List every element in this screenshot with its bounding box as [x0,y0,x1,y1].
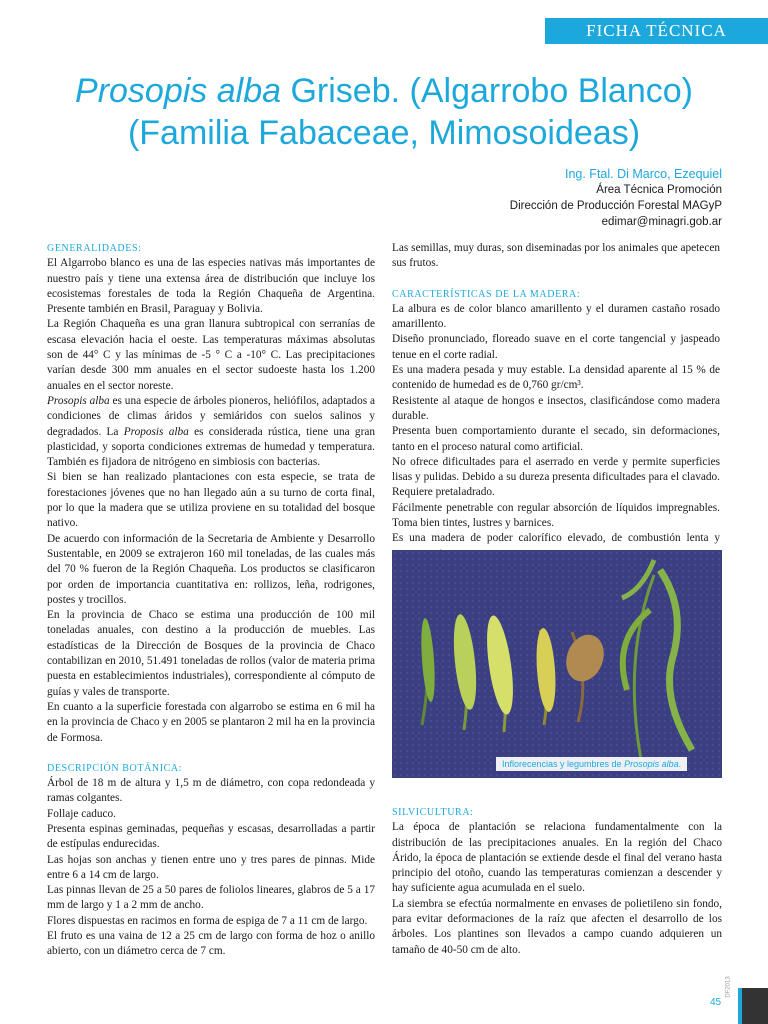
footer-dark-bar [742,988,768,1024]
paragraph: La siembra se efectúa normalmente en envases de polietileno sin fondo, para evitar deformaciones de la raíz que afecten el desarrollo de los árboles. Los plantines son llevados a campo cuando adquieren un tamaño de 40-50 cm de alto. [392,897,722,956]
title-line-2: (Familia Fabaceae, Mimosoideas) [127,114,641,152]
author-direccion: Dirección de Producción Forestal MAGyP [509,200,722,212]
paragraph: Árbol de 18 m de altura y 1,5 m de diámetro, con copa redondeada y ramas colgantes. [47,777,375,805]
title-species: Prosopis alba [75,72,282,110]
author-block [510,166,722,230]
paragraph: Fácilmente penetrable con regular absorción de líquidos impregnables. Toma bien tintes, lustres y barnices. [392,501,720,530]
paragraph: La albura es de color blanco amarillento y el duramen castaño rosado amarillento. [392,302,720,331]
caption-text: Inflorecencias y legumbres de [502,759,625,769]
spacer [47,746,375,761]
section-banner: FICHA TÉCNICA [545,18,768,44]
paragraph: Presenta espinas geminadas, pequeñas y escasas, desarrolladas a partir de estípulas endurecidas. [47,822,375,851]
paragraph: Si bien se han realizado plantaciones con esta especie, se trata de forestaciones jóvenes que no han llegado aún a su turno de corta final, por lo que la madera que se utiliza proviene en su totalidad del bosque nativo. [47,471,375,530]
paragraph: En la provincia de Chaco se estima una producción de 100 mil toneladas anuales, con destino a la producción de muebles. Las estadísticas de la Dirección de Bosques de la provincia de Chaco contabilizan en 2010, 51.491 toneladas de rollos (valor de materia prima puesta en establecimientos industriales), correspondiente al cómputo de guías y vales de transporte. [47,609,375,698]
paragraph: La época de plantación se relaciona fundamentalmente con la distribución de las precipitaciones anuales. En la región del Chaco Árido, la época de plantación se extiende desde el final del verano hasta principio del otoño, cuando las temperaturas comienzan a descender y hay suficiente agua acumulada en el suelo. [392,821,722,895]
right-column-top [392,241,720,562]
species-italic: Prosopis alba [47,394,110,407]
section-title-botanica: DESCRIPCIÓN BOTÁNICA: [47,762,183,774]
paragraph: No ofrece dificultades para el aserrado en verde y permite superficies lisas y pulidas. Debido a su dureza presenta dificultades para el clavado. Requiere pretaladrado. [392,455,720,499]
paragraph: En cuanto a la superficie forestada con algarrobo se estima en 6 mil ha en la provincia de Chaco y en 2005 se plantaron 2 mil ha en la provincia de Formosa. [47,700,375,744]
paragraph: Las hojas son anchas y tienen entre uno y tres pares de pinnas. Mide entre 6 a 14 cm de largo. [47,853,375,881]
inflorescence-illustration [392,550,722,778]
inflorescence-photo [392,550,722,778]
paragraph: Las semillas, muy duras, son diseminadas por los animales que apetecen sus frutos. [392,242,720,270]
side-tag-text: DF2013 [725,976,732,998]
paragraph: De acuerdo con información de la Secretaria de Ambiente y Desarrollo Sustentable, en 2009 se extrajeron 160 mil toneladas, de las cuales más del 70 % fueron de la Región Chaqueña. Los productos se clasificaron por orden de importancia cuantitativa en: rollizos, leña, rodrigones, postes y trocillos. [47,532,375,606]
paragraph: Las pinnas llevan de 25 a 50 pares de foliolos lineares, glabros de 5 a 17 mm de largo y 1 a 2 mm de ancho. [47,884,375,912]
species-italic: Proposis alba [123,425,189,438]
title-common-name: Griseb. (Algarrobo Blanco) [281,72,693,110]
left-column [47,241,375,960]
paragraph: El fruto es una vaina de 12 a 25 cm de largo con forma de hoz o anillo abierto, con un diámetro cerca de 7 cm. [47,930,375,958]
page-title [0,70,768,154]
caption-text-end: . [678,759,682,769]
paragraph: El Algarrobo blanco es una de las especies nativas más importantes de nuestro país y tiene una extensa área de distribución que incluye los ecosistemas forestales de toda la Región Chaqueña de Argentina. Presente también en Brasil, Paraguay y Bolivia. [47,257,375,316]
paragraph: Es una madera de poder calorífico elevado, de combustión lenta y [392,532,720,545]
author-area: Área Técnica Promoción [596,184,722,196]
section-title-generalidades: GENERALIDADES: [47,243,142,254]
photo-caption [496,757,687,771]
paragraph: Presenta buen comportamiento durante el secado, sin deformaciones, tanto en el proceso natural como artificial. [392,425,720,453]
paragraph: Flores dispuestas en racimos en forma de espiga de 7 a 11 cm de largo. [47,914,368,927]
paragraph: Diseño pronunciado, floreado suave en el corte tangencial y jaspeado tenue en el corte radial. [392,333,720,361]
paragraph: Es una madera pesada y muy estable. La densidad aparente al 15 % de contenido de humedad es de 0,760 gr/cm³. [392,364,720,392]
spacer [392,272,720,287]
right-column-bottom [392,805,722,958]
author-email[interactable]: edimar@minagri.gob.ar [601,216,722,228]
section-title-madera: CARACTERÍSTICAS DE LA MADERA: [392,288,581,300]
paragraph-text: es una especie de árboles pioneros, heliófilos, adaptados a condiciones de climas áridos y semiáridos con suelos salinos y degradados. La [47,394,375,438]
paragraph-text: es considerada rústica, tiene una gran plasticidad, y soporta condiciones extremas de humedad y temperatura. También es fijadora de nitrógeno en simbiosis con bacterias. [47,425,375,469]
title-line-1 [0,70,768,112]
paragraph: La Región Chaqueña es una gran llanura subtropical con serranías de escasa elevación hacia el oeste. Las temperaturas máximas absolutas son de 44° C y las mínimas de -5 ° C a -10° C. Las precipitaciones varían desde 300 mm anuales en el sector sudoeste hasta los 1.200 anuales en el sector noreste. [47,318,375,392]
caption-species: Prosopis alba [624,759,679,769]
paragraph: Follaje caduco. [47,807,117,820]
page-number: 45 [710,997,722,1008]
paragraph [47,394,375,470]
section-title-silvicultura: SILVICULTURA: [392,807,474,818]
author-name: Ing. Ftal. Di Marco, Ezequiel [564,167,722,181]
paragraph: Resistente al ataque de hongos e insectos, clasificándose como madera durable. [392,394,720,422]
